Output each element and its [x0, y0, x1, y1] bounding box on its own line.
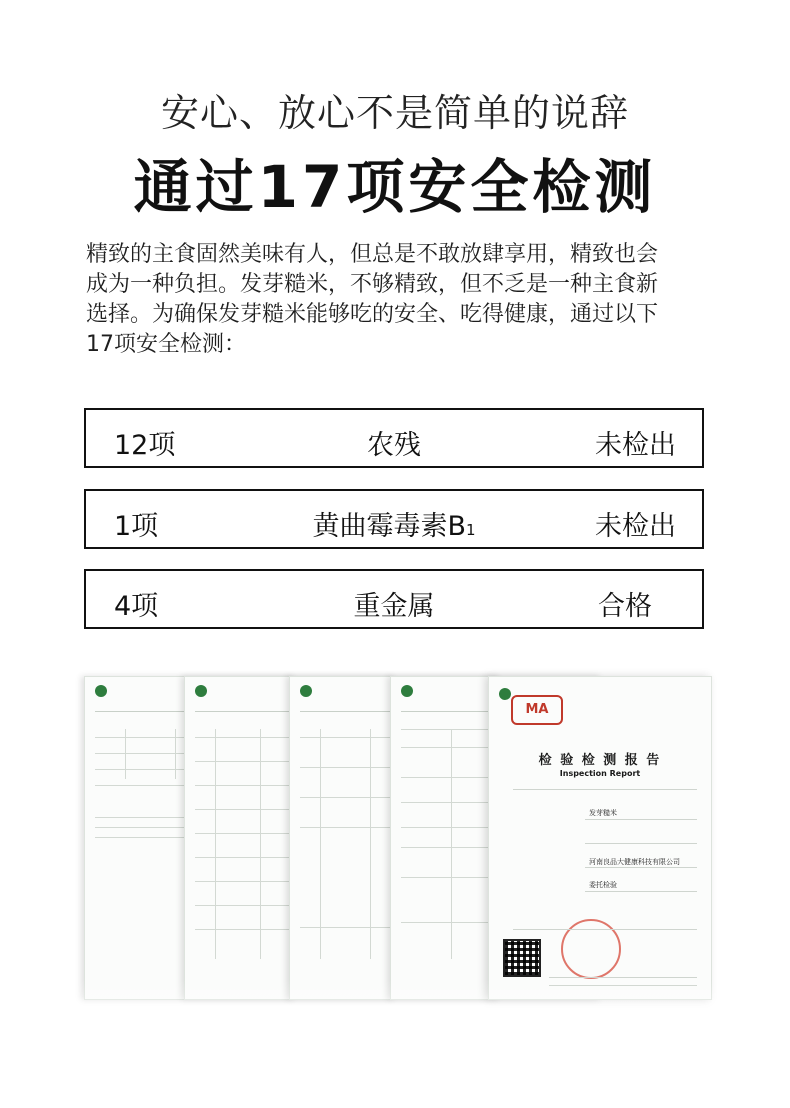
lab-logo-icon — [195, 685, 207, 697]
test-count: 1项 — [114, 511, 159, 542]
lab-logo — [499, 685, 511, 704]
test-item-main: 黄曲霉毒素B — [312, 511, 466, 542]
lab-logo — [401, 685, 416, 697]
inspection-documents — [84, 676, 710, 1006]
report-subtitle: Inspection Report — [559, 769, 641, 778]
test-row-pesticide — [84, 408, 704, 468]
test-count: 4项 — [114, 591, 159, 622]
qr-code-icon — [503, 939, 541, 977]
test-type-value: 委托检验 — [589, 881, 617, 889]
lab-logo-icon — [300, 685, 312, 697]
test-item: 重金属 — [353, 591, 435, 622]
test-result: 合格 — [598, 591, 652, 622]
test-row-aflatoxin — [84, 489, 704, 549]
cma-mark — [511, 695, 563, 725]
intro-paragraph — [86, 240, 712, 360]
intro-line: 精致的主食固然美味有人，但总是不敢放肆享用，精致也会 — [86, 242, 659, 267]
test-row-heavy-metal — [84, 569, 704, 629]
test-item: 农残 — [367, 430, 421, 461]
test-item-subscript: 1 — [465, 521, 476, 539]
official-seal — [561, 919, 621, 979]
test-result: 未检出 — [595, 511, 676, 542]
lab-logo — [95, 685, 110, 697]
bottom-fade — [0, 980, 790, 1108]
page-title: 通过17项安全检测 — [133, 153, 657, 221]
lab-logo-icon — [499, 688, 511, 700]
intro-line: 17项安全检测： — [86, 332, 246, 357]
cma-mark-text: MA — [525, 702, 549, 717]
intro-line: 选择。为确保发芽糙米能够吃的安全、吃得健康，通过以下 — [86, 302, 659, 327]
lab-logo — [195, 685, 210, 697]
lab-logo — [300, 685, 315, 697]
lab-logo-icon — [95, 685, 107, 697]
test-count: 12项 — [114, 430, 176, 461]
lab-logo-icon — [401, 685, 413, 697]
page-subtitle: 安心、放心不是简单的说辞 — [160, 91, 629, 135]
inspection-report-cover — [488, 676, 712, 1000]
client-value: 河南良品大健康科技有限公司 — [589, 858, 680, 866]
sample-value: 发芽糙米 — [589, 809, 617, 817]
report-title: 检 验 检 测 报 告 — [538, 753, 662, 768]
test-result: 未检出 — [595, 430, 676, 461]
intro-line: 成为一种负担。发芽糙米，不够精致，但不乏是一种主食新 — [86, 272, 659, 297]
